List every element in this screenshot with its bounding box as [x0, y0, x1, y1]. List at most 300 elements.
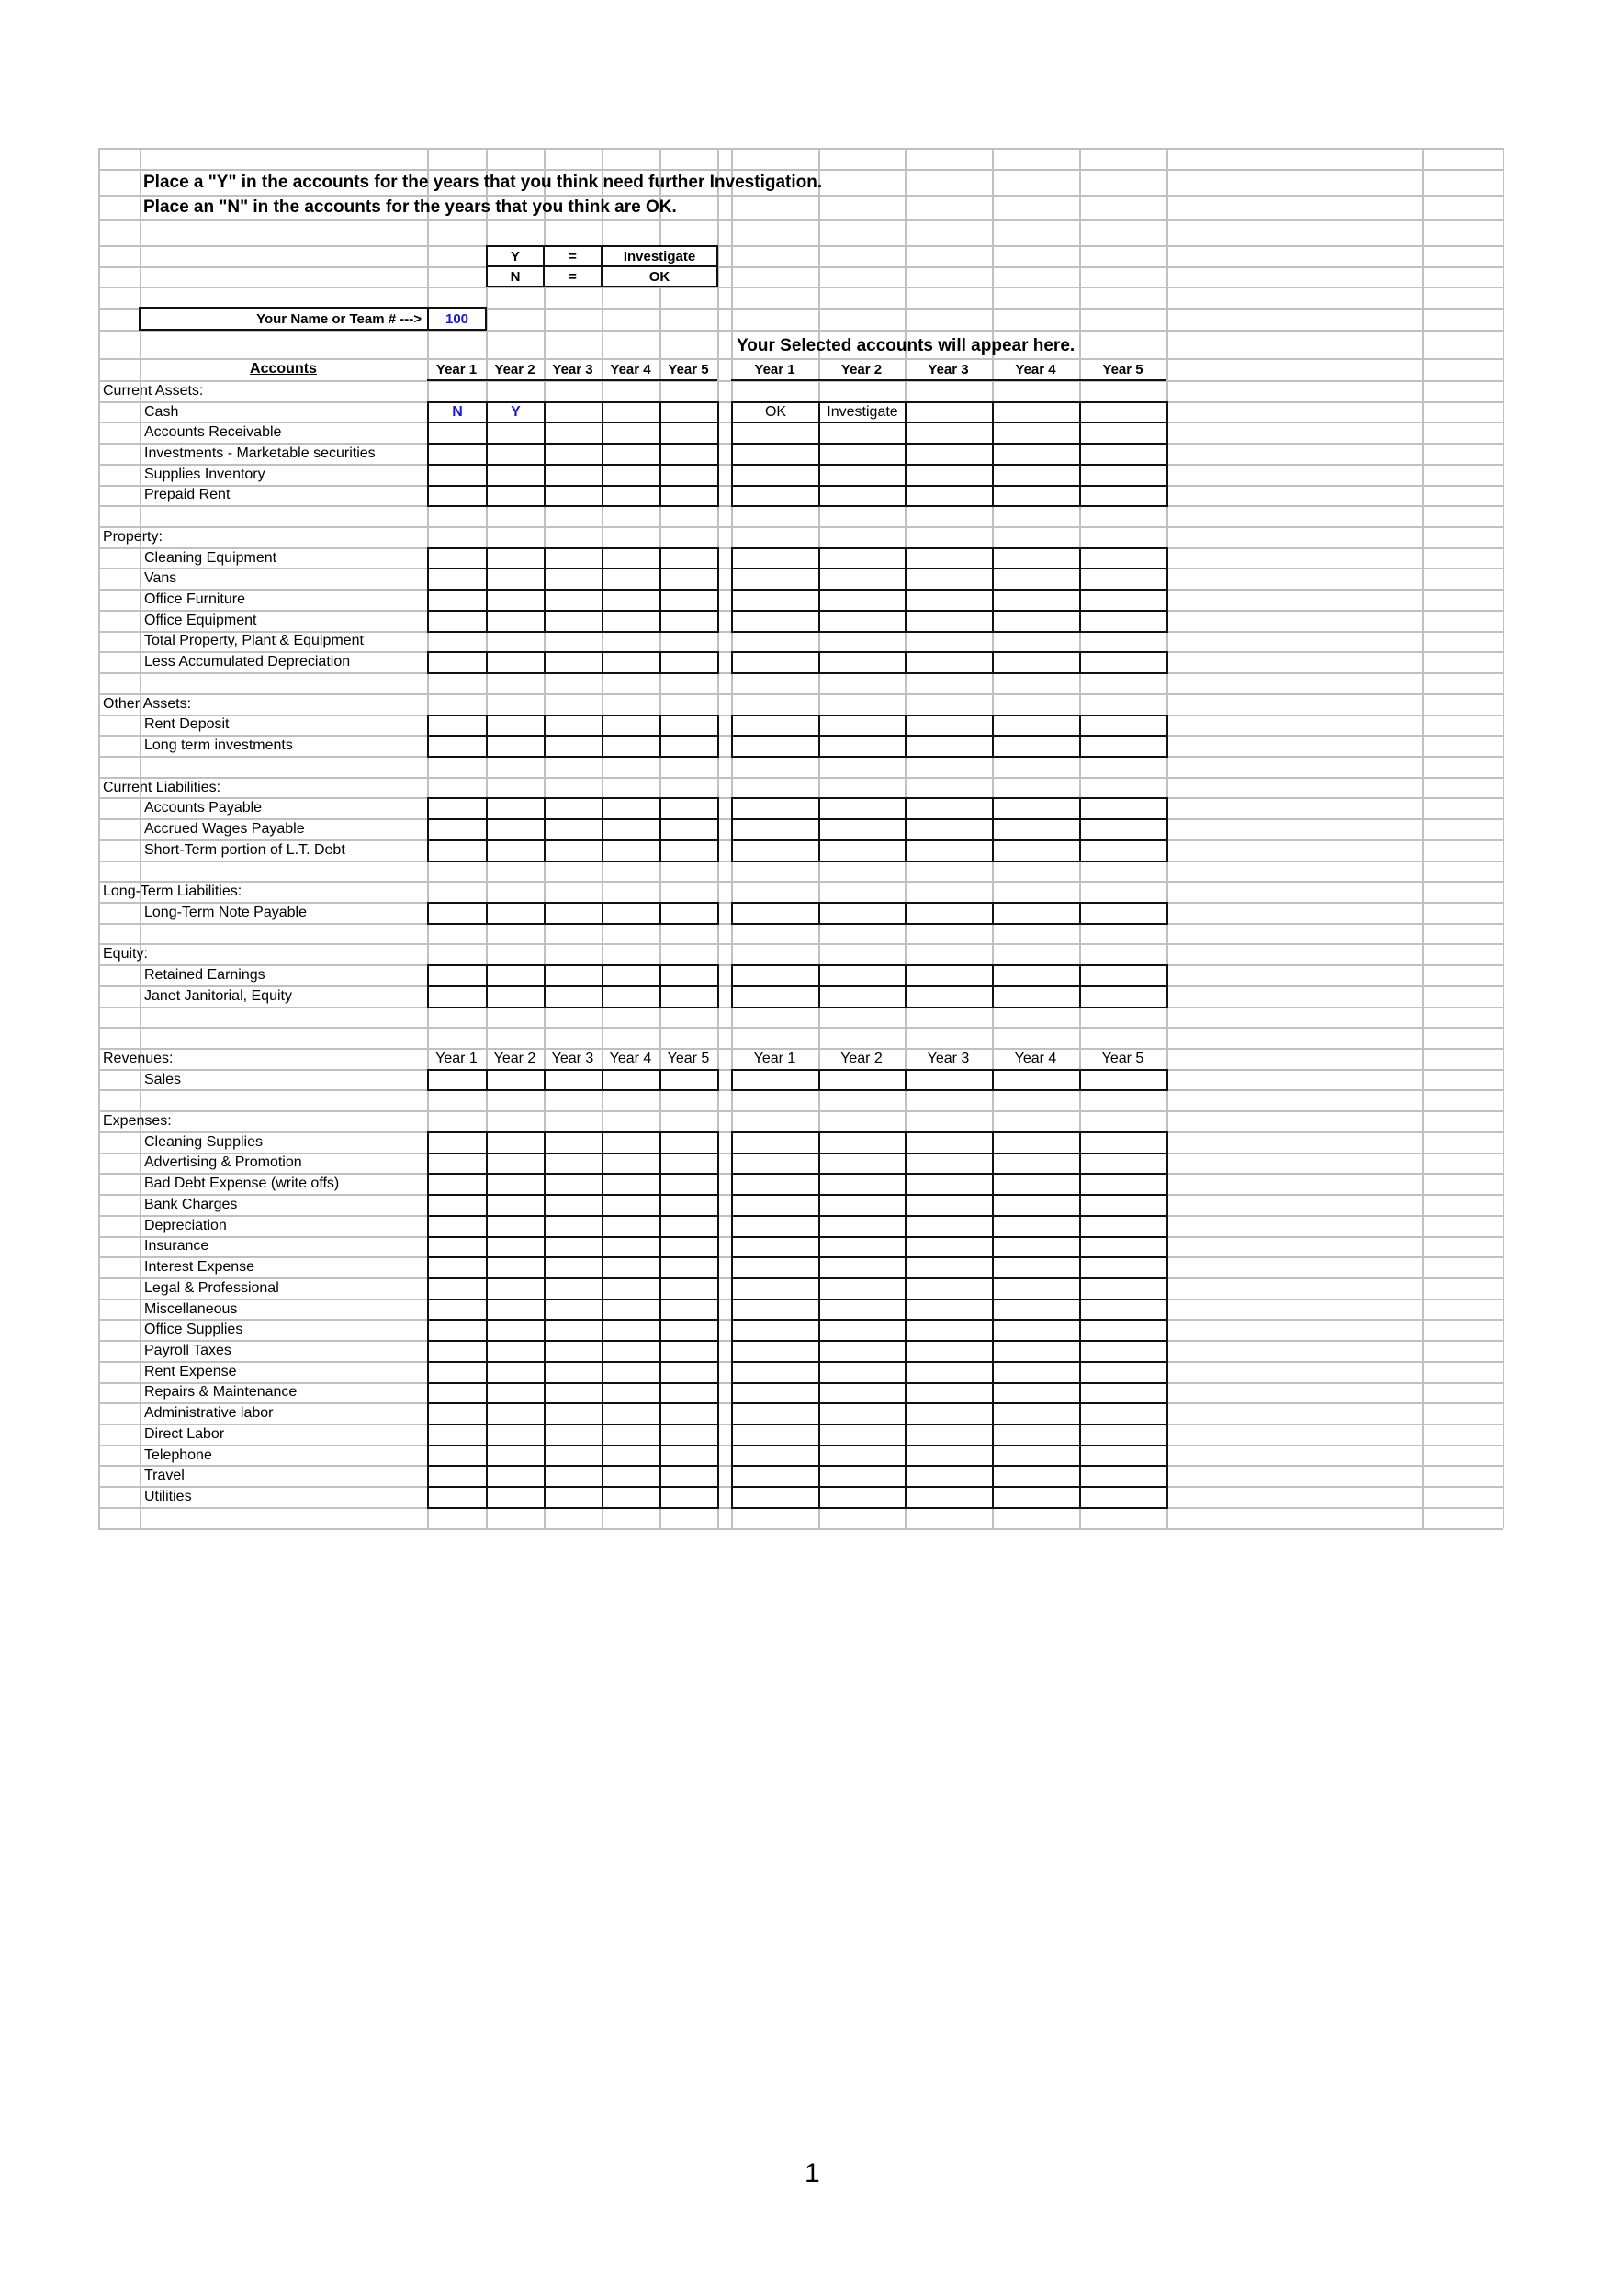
year-input-cell[interactable] — [544, 610, 603, 633]
year-input-cell[interactable] — [659, 443, 719, 466]
year-input-cell[interactable] — [602, 1069, 661, 1092]
year-input-cell[interactable] — [486, 547, 546, 570]
year-input-cell[interactable] — [486, 964, 546, 987]
result-cell — [905, 464, 994, 487]
year-input-cell[interactable] — [486, 1445, 546, 1468]
gridline-h — [98, 1110, 1503, 1112]
year-input-cell[interactable] — [602, 485, 661, 508]
year-input-cell[interactable] — [659, 1382, 719, 1405]
year-input-cell[interactable] — [427, 1069, 488, 1092]
year-input-cell[interactable] — [602, 651, 661, 674]
year-input-cell[interactable] — [544, 443, 603, 466]
year-input-cell[interactable] — [602, 1299, 661, 1322]
year-input-cell[interactable] — [544, 1131, 603, 1154]
input-year-header: Year 4 — [610, 361, 651, 377]
year-input-cell[interactable] — [427, 1424, 488, 1446]
year-input-cell[interactable] — [427, 1402, 488, 1425]
year-input-cell[interactable] — [427, 715, 488, 737]
year-input-cell[interactable] — [486, 1299, 546, 1322]
year-input-cell[interactable] — [602, 902, 661, 925]
year-input-cell[interactable] — [602, 715, 661, 737]
year-input-cell[interactable] — [602, 797, 661, 820]
year-input-cell[interactable] — [659, 1194, 719, 1217]
year-input-cell[interactable] — [659, 902, 719, 925]
result-cell — [905, 1215, 994, 1238]
year-input-cell[interactable] — [659, 1256, 719, 1279]
result-cell — [731, 1319, 820, 1342]
year-input-cell[interactable] — [659, 1319, 719, 1342]
year-input-cell[interactable] — [659, 1173, 719, 1196]
name-field-label: Your Name or Team # ---> — [139, 307, 429, 331]
year-input-cell[interactable] — [544, 1299, 603, 1322]
year-input-cell[interactable] — [544, 464, 603, 487]
year-input-cell[interactable] — [602, 1194, 661, 1217]
year-input-cell[interactable] — [427, 1361, 488, 1384]
result-cell — [905, 1424, 994, 1446]
year-input-cell[interactable] — [602, 1361, 661, 1384]
gridline-h — [98, 245, 1503, 247]
year-input-cell[interactable] — [544, 651, 603, 674]
year-input-cell[interactable] — [486, 1194, 546, 1217]
year-input-cell[interactable] — [544, 1215, 603, 1238]
account-label: Accounts Payable — [144, 800, 263, 816]
instruction-line-1: Place a "Y" in the accounts for the years that you think need further Investigation. — [143, 172, 823, 192]
year-input-cell[interactable] — [427, 485, 488, 508]
account-label: Janet Janitorial, Equity — [144, 987, 292, 1004]
year-input-cell[interactable] — [486, 589, 546, 612]
year-input-cell[interactable] — [659, 589, 719, 612]
year-input-cell[interactable] — [659, 818, 719, 841]
year-input-cell[interactable] — [427, 443, 488, 466]
year-input-cell[interactable] — [602, 1153, 661, 1176]
year-input-cell[interactable] — [602, 1402, 661, 1425]
year-input-cell[interactable] — [544, 547, 603, 570]
year-input-cell[interactable] — [544, 1194, 603, 1217]
account-label: Repairs & Maintenance — [144, 1384, 298, 1401]
year-input-cell[interactable] — [486, 1277, 546, 1300]
year-input-cell[interactable] — [544, 1153, 603, 1176]
year-input-cell[interactable] — [486, 1486, 546, 1509]
year-input-cell[interactable] — [427, 1486, 488, 1509]
result-cell — [905, 1382, 994, 1405]
result-cell — [818, 735, 907, 758]
year-input-cell[interactable] — [544, 1236, 603, 1259]
year-input-cell[interactable] — [659, 1131, 719, 1154]
year-input-cell[interactable] — [427, 1340, 488, 1363]
year-input-cell[interactable] — [659, 1445, 719, 1468]
year-input-cell[interactable] — [544, 422, 603, 445]
result-cell — [731, 589, 820, 612]
year-input-cell[interactable] — [427, 651, 488, 674]
input-year-header: Year 3 — [552, 361, 593, 377]
year-input-cell[interactable] — [427, 1256, 488, 1279]
year-input-cell[interactable] — [602, 547, 661, 570]
legend-equals-n: = — [543, 265, 603, 287]
year-input-cell[interactable] — [486, 610, 546, 633]
year-input-cell[interactable] — [544, 1340, 603, 1363]
gridline-v — [98, 148, 100, 1528]
year-input-cell[interactable] — [427, 568, 488, 591]
result-cell — [818, 1236, 907, 1259]
result-cell — [992, 1131, 1081, 1154]
year-input-cell[interactable] — [427, 985, 488, 1008]
year-input-cell[interactable] — [427, 610, 488, 633]
year-input-cell[interactable] — [486, 735, 546, 758]
year-input-cell[interactable] — [544, 715, 603, 737]
year-input-cell[interactable] — [544, 1445, 603, 1468]
result-cell — [818, 1256, 907, 1279]
year-input-cell[interactable] — [544, 1319, 603, 1342]
year-input-cell[interactable] — [544, 985, 603, 1008]
year-input-cell[interactable] — [486, 1402, 546, 1425]
year-input-cell[interactable]: N — [427, 401, 488, 424]
account-label: Total Property, Plant & Equipment — [144, 633, 364, 649]
year-input-cell[interactable] — [486, 839, 546, 862]
year-input-cell[interactable] — [427, 547, 488, 570]
result-cell — [818, 610, 907, 633]
account-label: Legal & Professional — [144, 1279, 279, 1296]
year-input-cell[interactable] — [602, 401, 661, 424]
result-cell — [992, 1256, 1081, 1279]
year-input-cell[interactable] — [544, 735, 603, 758]
result-cell: OK — [731, 401, 820, 424]
result-cell — [905, 902, 994, 925]
year-input-cell[interactable] — [486, 1131, 546, 1154]
year-input-cell[interactable] — [427, 1173, 488, 1196]
year-input-cell[interactable] — [602, 1277, 661, 1300]
year-input-cell[interactable] — [602, 735, 661, 758]
year-input-cell[interactable] — [544, 818, 603, 841]
year-input-cell[interactable] — [659, 735, 719, 758]
year-input-cell[interactable] — [427, 1319, 488, 1342]
year-input-cell[interactable] — [602, 464, 661, 487]
result-cell — [1079, 1173, 1168, 1196]
year-input-cell[interactable] — [427, 1382, 488, 1405]
result-year-header: Year 4 — [1014, 1050, 1057, 1066]
year-input-cell[interactable] — [427, 797, 488, 820]
year-input-cell[interactable] — [486, 1256, 546, 1279]
year-input-cell[interactable] — [427, 1277, 488, 1300]
result-cell — [992, 1299, 1081, 1322]
year-input-cell[interactable] — [427, 1131, 488, 1154]
year-input-cell[interactable] — [427, 818, 488, 841]
year-input-cell[interactable] — [486, 651, 546, 674]
legend-code-n: N — [486, 265, 545, 287]
year-input-cell[interactable]: Y — [486, 401, 546, 424]
year-input-cell[interactable] — [486, 1382, 546, 1405]
year-input-cell[interactable] — [659, 1299, 719, 1322]
result-cell — [992, 651, 1081, 674]
gridline-v — [1422, 148, 1424, 1528]
year-input-cell[interactable] — [486, 1424, 546, 1446]
result-cell — [818, 1319, 907, 1342]
result-cell — [992, 1173, 1081, 1196]
account-label: Telephone — [144, 1446, 212, 1463]
result-cell — [1079, 1194, 1168, 1217]
account-label: Office Supplies — [144, 1322, 243, 1338]
year-input-cell[interactable] — [659, 401, 719, 424]
year-input-cell[interactable] — [544, 1382, 603, 1405]
year-input-cell[interactable] — [602, 1319, 661, 1342]
legend-code-y: Y — [486, 245, 545, 267]
result-cell — [1079, 464, 1168, 487]
year-input-cell[interactable] — [544, 401, 603, 424]
year-input-cell[interactable] — [486, 464, 546, 487]
result-cell — [731, 1382, 820, 1405]
year-input-cell[interactable] — [544, 1465, 603, 1488]
year-input-cell[interactable] — [427, 1299, 488, 1322]
result-cell — [1079, 735, 1168, 758]
result-cell — [905, 1319, 994, 1342]
year-input-cell[interactable] — [602, 1486, 661, 1509]
result-cell — [731, 1131, 820, 1154]
year-input-cell[interactable] — [544, 1424, 603, 1446]
result-cell — [905, 443, 994, 466]
year-input-cell[interactable] — [427, 735, 488, 758]
year-input-cell[interactable] — [602, 1173, 661, 1196]
year-input-cell[interactable] — [659, 1340, 719, 1363]
year-input-cell[interactable] — [659, 839, 719, 862]
year-input-cell[interactable] — [486, 818, 546, 841]
gridline-h — [98, 693, 1503, 695]
year-input-cell[interactable] — [486, 568, 546, 591]
year-input-cell[interactable] — [602, 1340, 661, 1363]
result-year-header: Year 5 — [1102, 361, 1143, 377]
result-cell — [905, 1153, 994, 1176]
account-label: Long-Term Note Payable — [144, 904, 307, 920]
result-cell — [731, 1194, 820, 1217]
year-input-cell[interactable] — [659, 547, 719, 570]
year-input-cell[interactable] — [659, 1486, 719, 1509]
year-input-cell[interactable] — [602, 589, 661, 612]
result-cell — [1079, 1445, 1168, 1468]
result-cell — [731, 902, 820, 925]
year-input-cell[interactable] — [427, 1445, 488, 1468]
result-cell — [731, 443, 820, 466]
result-cell — [1079, 422, 1168, 445]
year-input-cell[interactable] — [602, 1131, 661, 1154]
year-input-cell[interactable] — [486, 1215, 546, 1238]
year-input-cell[interactable] — [544, 1069, 603, 1092]
year-input-cell[interactable] — [659, 610, 719, 633]
year-input-cell[interactable] — [427, 1153, 488, 1176]
year-input-cell[interactable] — [544, 1256, 603, 1279]
year-input-cell[interactable] — [486, 1361, 546, 1384]
result-cell — [818, 1382, 907, 1405]
year-input-cell[interactable] — [544, 1361, 603, 1384]
year-input-cell[interactable] — [659, 1402, 719, 1425]
result-cell — [1079, 985, 1168, 1008]
result-cell — [905, 1256, 994, 1279]
year-input-cell[interactable] — [602, 1215, 661, 1238]
year-input-cell[interactable] — [659, 1277, 719, 1300]
result-cell — [905, 1173, 994, 1196]
year-input-cell[interactable] — [427, 839, 488, 862]
account-label: Miscellaneous — [144, 1300, 238, 1317]
result-cell — [731, 547, 820, 570]
year-input-cell[interactable] — [544, 485, 603, 508]
year-input-cell[interactable] — [427, 902, 488, 925]
result-cell — [992, 1236, 1081, 1259]
year-input-cell[interactable] — [486, 1153, 546, 1176]
result-cell — [1079, 1319, 1168, 1342]
result-cell — [1079, 797, 1168, 820]
result-cell — [1079, 651, 1168, 674]
year-input-cell[interactable] — [486, 902, 546, 925]
result-year-header: Year 3 — [927, 1050, 970, 1066]
result-cell — [731, 1299, 820, 1322]
year-input-cell[interactable] — [602, 568, 661, 591]
account-label: Cleaning Equipment — [144, 549, 277, 566]
year-input-cell[interactable] — [659, 1153, 719, 1176]
result-cell — [731, 797, 820, 820]
result-cell — [905, 568, 994, 591]
result-cell — [731, 1153, 820, 1176]
result-cell — [731, 1256, 820, 1279]
year-input-cell[interactable] — [544, 589, 603, 612]
year-input-cell[interactable] — [602, 443, 661, 466]
year-input-cell[interactable] — [486, 1236, 546, 1259]
year-input-cell[interactable] — [659, 985, 719, 1008]
result-cell — [731, 651, 820, 674]
year-input-cell[interactable] — [602, 1382, 661, 1405]
year-input-cell[interactable] — [486, 1173, 546, 1196]
year-input-cell[interactable] — [659, 464, 719, 487]
year-input-cell[interactable] — [486, 1319, 546, 1342]
year-input-cell[interactable] — [659, 1069, 719, 1092]
year-input-cell[interactable] — [659, 797, 719, 820]
result-cell — [818, 1486, 907, 1509]
result-cell — [1079, 818, 1168, 841]
year-input-cell[interactable] — [544, 1277, 603, 1300]
year-input-cell[interactable] — [602, 1236, 661, 1259]
result-cell — [992, 485, 1081, 508]
year-input-cell[interactable] — [602, 964, 661, 987]
year-input-cell[interactable] — [544, 797, 603, 820]
year-input-cell[interactable] — [486, 1340, 546, 1363]
legend-meaning-y: Investigate — [601, 245, 718, 267]
result-cell — [992, 1319, 1081, 1342]
year-input-cell[interactable] — [659, 1424, 719, 1446]
result-cell — [818, 1173, 907, 1196]
result-cell — [818, 1153, 907, 1176]
year-input-cell[interactable] — [544, 839, 603, 862]
year-input-cell[interactable] — [659, 485, 719, 508]
result-cell — [905, 1445, 994, 1468]
result-cell — [731, 715, 820, 737]
result-cell — [731, 735, 820, 758]
year-input-cell[interactable] — [659, 651, 719, 674]
input-year-header: Year 1 — [435, 1050, 478, 1066]
result-cell — [992, 902, 1081, 925]
result-cell — [905, 547, 994, 570]
account-label: Accounts Receivable — [144, 424, 282, 441]
name-field-input[interactable]: 100 — [427, 307, 487, 331]
year-input-cell[interactable] — [659, 715, 719, 737]
gridline-h — [98, 219, 1503, 221]
year-input-cell[interactable] — [486, 422, 546, 445]
result-cell — [905, 1465, 994, 1488]
year-input-cell[interactable] — [602, 422, 661, 445]
result-year-header: Year 1 — [753, 1050, 796, 1066]
result-cell — [992, 985, 1081, 1008]
year-input-cell[interactable] — [602, 1465, 661, 1488]
result-cell — [818, 839, 907, 862]
result-cell — [731, 1361, 820, 1384]
year-input-cell[interactable] — [486, 443, 546, 466]
year-input-cell[interactable] — [486, 797, 546, 820]
year-input-cell[interactable] — [544, 902, 603, 925]
year-input-cell[interactable] — [486, 1069, 546, 1092]
year-input-cell[interactable] — [544, 1173, 603, 1196]
result-cell — [818, 485, 907, 508]
input-year-header: Year 4 — [609, 1050, 652, 1066]
result-cell — [905, 401, 994, 424]
year-input-cell[interactable] — [602, 610, 661, 633]
year-input-cell[interactable] — [659, 422, 719, 445]
result-cell — [992, 1465, 1081, 1488]
section-label: Expenses: — [103, 1113, 172, 1130]
result-cell — [731, 1236, 820, 1259]
year-input-cell[interactable] — [602, 818, 661, 841]
year-input-cell[interactable] — [486, 715, 546, 737]
year-input-cell[interactable] — [544, 568, 603, 591]
year-input-cell[interactable] — [602, 1424, 661, 1446]
year-input-cell[interactable] — [427, 464, 488, 487]
year-input-cell[interactable] — [659, 964, 719, 987]
year-input-cell[interactable] — [659, 1215, 719, 1238]
year-input-cell[interactable] — [427, 1215, 488, 1238]
header-underline-inputs — [427, 379, 717, 381]
year-input-cell[interactable] — [602, 985, 661, 1008]
result-cell — [1079, 1361, 1168, 1384]
year-input-cell[interactable] — [427, 422, 488, 445]
year-input-cell[interactable] — [427, 1194, 488, 1217]
result-cell — [818, 1299, 907, 1322]
year-input-cell[interactable] — [659, 1361, 719, 1384]
section-label: Current Assets: — [103, 382, 204, 399]
year-input-cell[interactable] — [659, 1236, 719, 1259]
result-year-header: Year 1 — [754, 361, 795, 377]
result-cell: Investigate — [818, 401, 907, 424]
year-input-cell[interactable] — [659, 1465, 719, 1488]
year-input-cell[interactable] — [427, 964, 488, 987]
result-cell — [1079, 1131, 1168, 1154]
year-input-cell[interactable] — [486, 985, 546, 1008]
result-cell — [905, 651, 994, 674]
result-cell — [992, 1277, 1081, 1300]
result-cell — [731, 1402, 820, 1425]
result-cell — [818, 568, 907, 591]
year-input-cell[interactable] — [602, 839, 661, 862]
gridline-h — [98, 526, 1503, 528]
year-input-cell[interactable] — [602, 1445, 661, 1468]
year-input-cell[interactable] — [544, 964, 603, 987]
year-input-cell[interactable] — [544, 1486, 603, 1509]
year-input-cell[interactable] — [427, 589, 488, 612]
year-input-cell[interactable] — [427, 1465, 488, 1488]
year-input-cell[interactable] — [602, 1256, 661, 1279]
year-input-cell[interactable] — [544, 1402, 603, 1425]
result-cell — [992, 1340, 1081, 1363]
result-cell — [905, 1402, 994, 1425]
year-input-cell[interactable] — [659, 568, 719, 591]
year-input-cell[interactable] — [427, 1236, 488, 1259]
account-label: Long term investments — [144, 737, 293, 754]
result-cell — [818, 1069, 907, 1092]
year-input-cell[interactable] — [486, 485, 546, 508]
year-input-cell[interactable] — [486, 1465, 546, 1488]
